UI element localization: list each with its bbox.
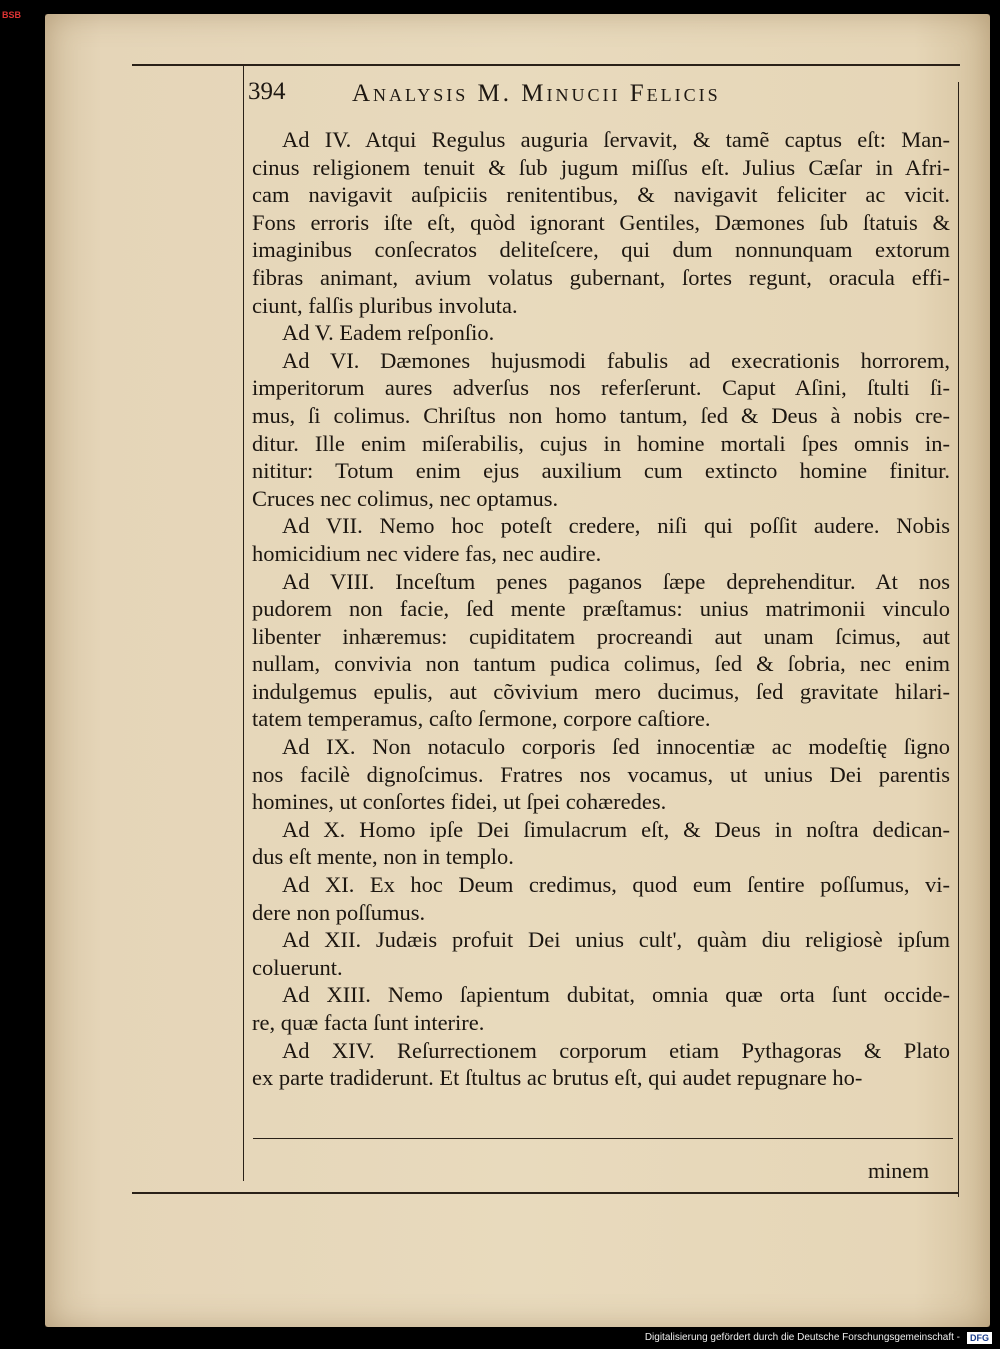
text-line: dus eſt mente, non in templo. [252,844,514,870]
text-line: ex parte tradiderunt. Et ſtultus ac brutus eſt, qui audet repugnare ho- [252,1065,863,1091]
paragraph [252,871,950,926]
body-text [252,126,950,1092]
text-line: fibras animant, avium volatus gubernant, ſortes regunt, oracula effi- [252,264,950,290]
running-head: Analysis M. Minucii Felicis [352,80,721,107]
page-number: 394 [248,78,286,105]
text-line: imperitorum aures adverſus nos referſerunt. Caput Aſini, ſtulti ſi- [252,375,950,401]
catchword: minem [868,1158,930,1183]
paragraph [252,319,950,347]
paragraph [252,568,950,734]
text-line: Ad V. Eadem reſponſio. [282,320,495,346]
text-line: Ad XIII. Nemo ſapientum dubitat, omnia quæ orta ſunt occide- [282,982,950,1008]
text-line: Ad IX. Non notaculo corporis ſed innocentiæ ac modeſtię ſigno [282,734,950,760]
text-line: coluerunt. [252,954,343,980]
text-line: homicidium nec videre fas, nec audire. [252,540,602,566]
paragraph [252,126,950,319]
text-line: Cruces nec colimus, nec optamus. [252,485,559,511]
top-rule [132,64,960,66]
left-margin-rule [243,66,244,1181]
text-line: ciunt, falſis pluribus involuta. [252,292,518,318]
text-line: cam navigavit auſpiciis renitentibus, & navigavit feliciter ac vicit. [252,182,950,208]
paragraph [252,512,950,567]
text-line: Ad XI. Ex hoc Deum credimus, quod eum ſentire poſſumus, vi- [282,872,950,898]
library-mark: BSB [2,10,22,20]
text-line: Ad XII. Judæis profuit Dei unius cult', quàm diu religiosè ipſum [282,927,950,953]
paragraph [252,733,950,816]
text-line: Ad VI. Dæmones hujusmodi fabulis ad execrationis horrorem, [282,347,950,373]
dfg-logo: DFG [967,1332,992,1344]
text-line: Ad X. Homo ipſe Dei ſimulacrum eſt, & Deus in noſtra dedican- [282,816,950,842]
text-line: mus, ſi colimus. Chriſtus non homo tantum, ſed & Deus à nobis cre- [252,402,950,428]
paragraph [252,926,950,981]
text-line: libenter inhæremus: cupiditatem procreandi aut unam ſcimus, aut [252,623,950,649]
paragraph [252,816,950,871]
text-line: re, quæ facta ſunt interire. [252,1010,485,1035]
text-line: indulgemus epulis, aut cõvivium mero ducimus, ſed gravitate hilari- [252,678,950,704]
text-line: pudorem non facie, ſed mente præſtamus: unius matrimonii vinculo [252,596,950,622]
bottom-rule [132,1192,958,1194]
text-line: cinus religionem tenuit & ſub jugum miſſus eſt. Julius Cæſar in Afri- [252,154,950,180]
text-bottom-rule [253,1138,953,1139]
text-line: imaginibus conſecratos deliteſcere, qui dum nonnunquam extorum [252,237,950,263]
paragraph [252,981,950,1036]
text-line: Fons erroris iſte eſt, quòd ignorant Gentiles, Dæmones ſub ſtatuis & [252,209,950,235]
text-line: nos facilè dignoſcimus. Fratres nos vocamus, ut unius Dei parentis [252,761,950,787]
text-line: ditur. Ille enim miſerabilis, cujus in homine mortali ſpes omnis in- [252,430,950,456]
text-line: Ad XIV. Reſurrectionem corporum etiam Pythagoras & Plato [282,1037,950,1063]
paragraph [252,1037,950,1092]
text-line: tatem temperamus, caſto ſermone, corpore caſtiore. [252,706,711,732]
text-line: Ad VII. Nemo hoc poteſt credere, niſi qui poſſit audere. Nobis [282,513,950,539]
text-line: dere non poſſumus. [252,899,426,925]
text-line: nititur: Totum enim ejus auxilium cum extincto homine finitur. [252,458,950,484]
text-line: nullam, convivia non tantum pudica colimus, ſed & ſobria, nec enim [252,651,950,677]
text-line: Ad VIII. Inceſtum penes paganos ſæpe deprehenditur. At nos [282,568,950,594]
text-line: homines, ut conſortes fidei, ut ſpei cohæredes. [252,789,667,815]
paragraph [252,347,950,513]
text-line: Ad IV. Atqui Regulus auguria ſervavit, & tamẽ captus eſt: Man- [282,127,950,152]
digitization-credit: Digitalisierung gefördert durch die Deutsche Forschungsgemeinschaft - [644,1332,960,1343]
right-margin-rule [958,82,959,1197]
